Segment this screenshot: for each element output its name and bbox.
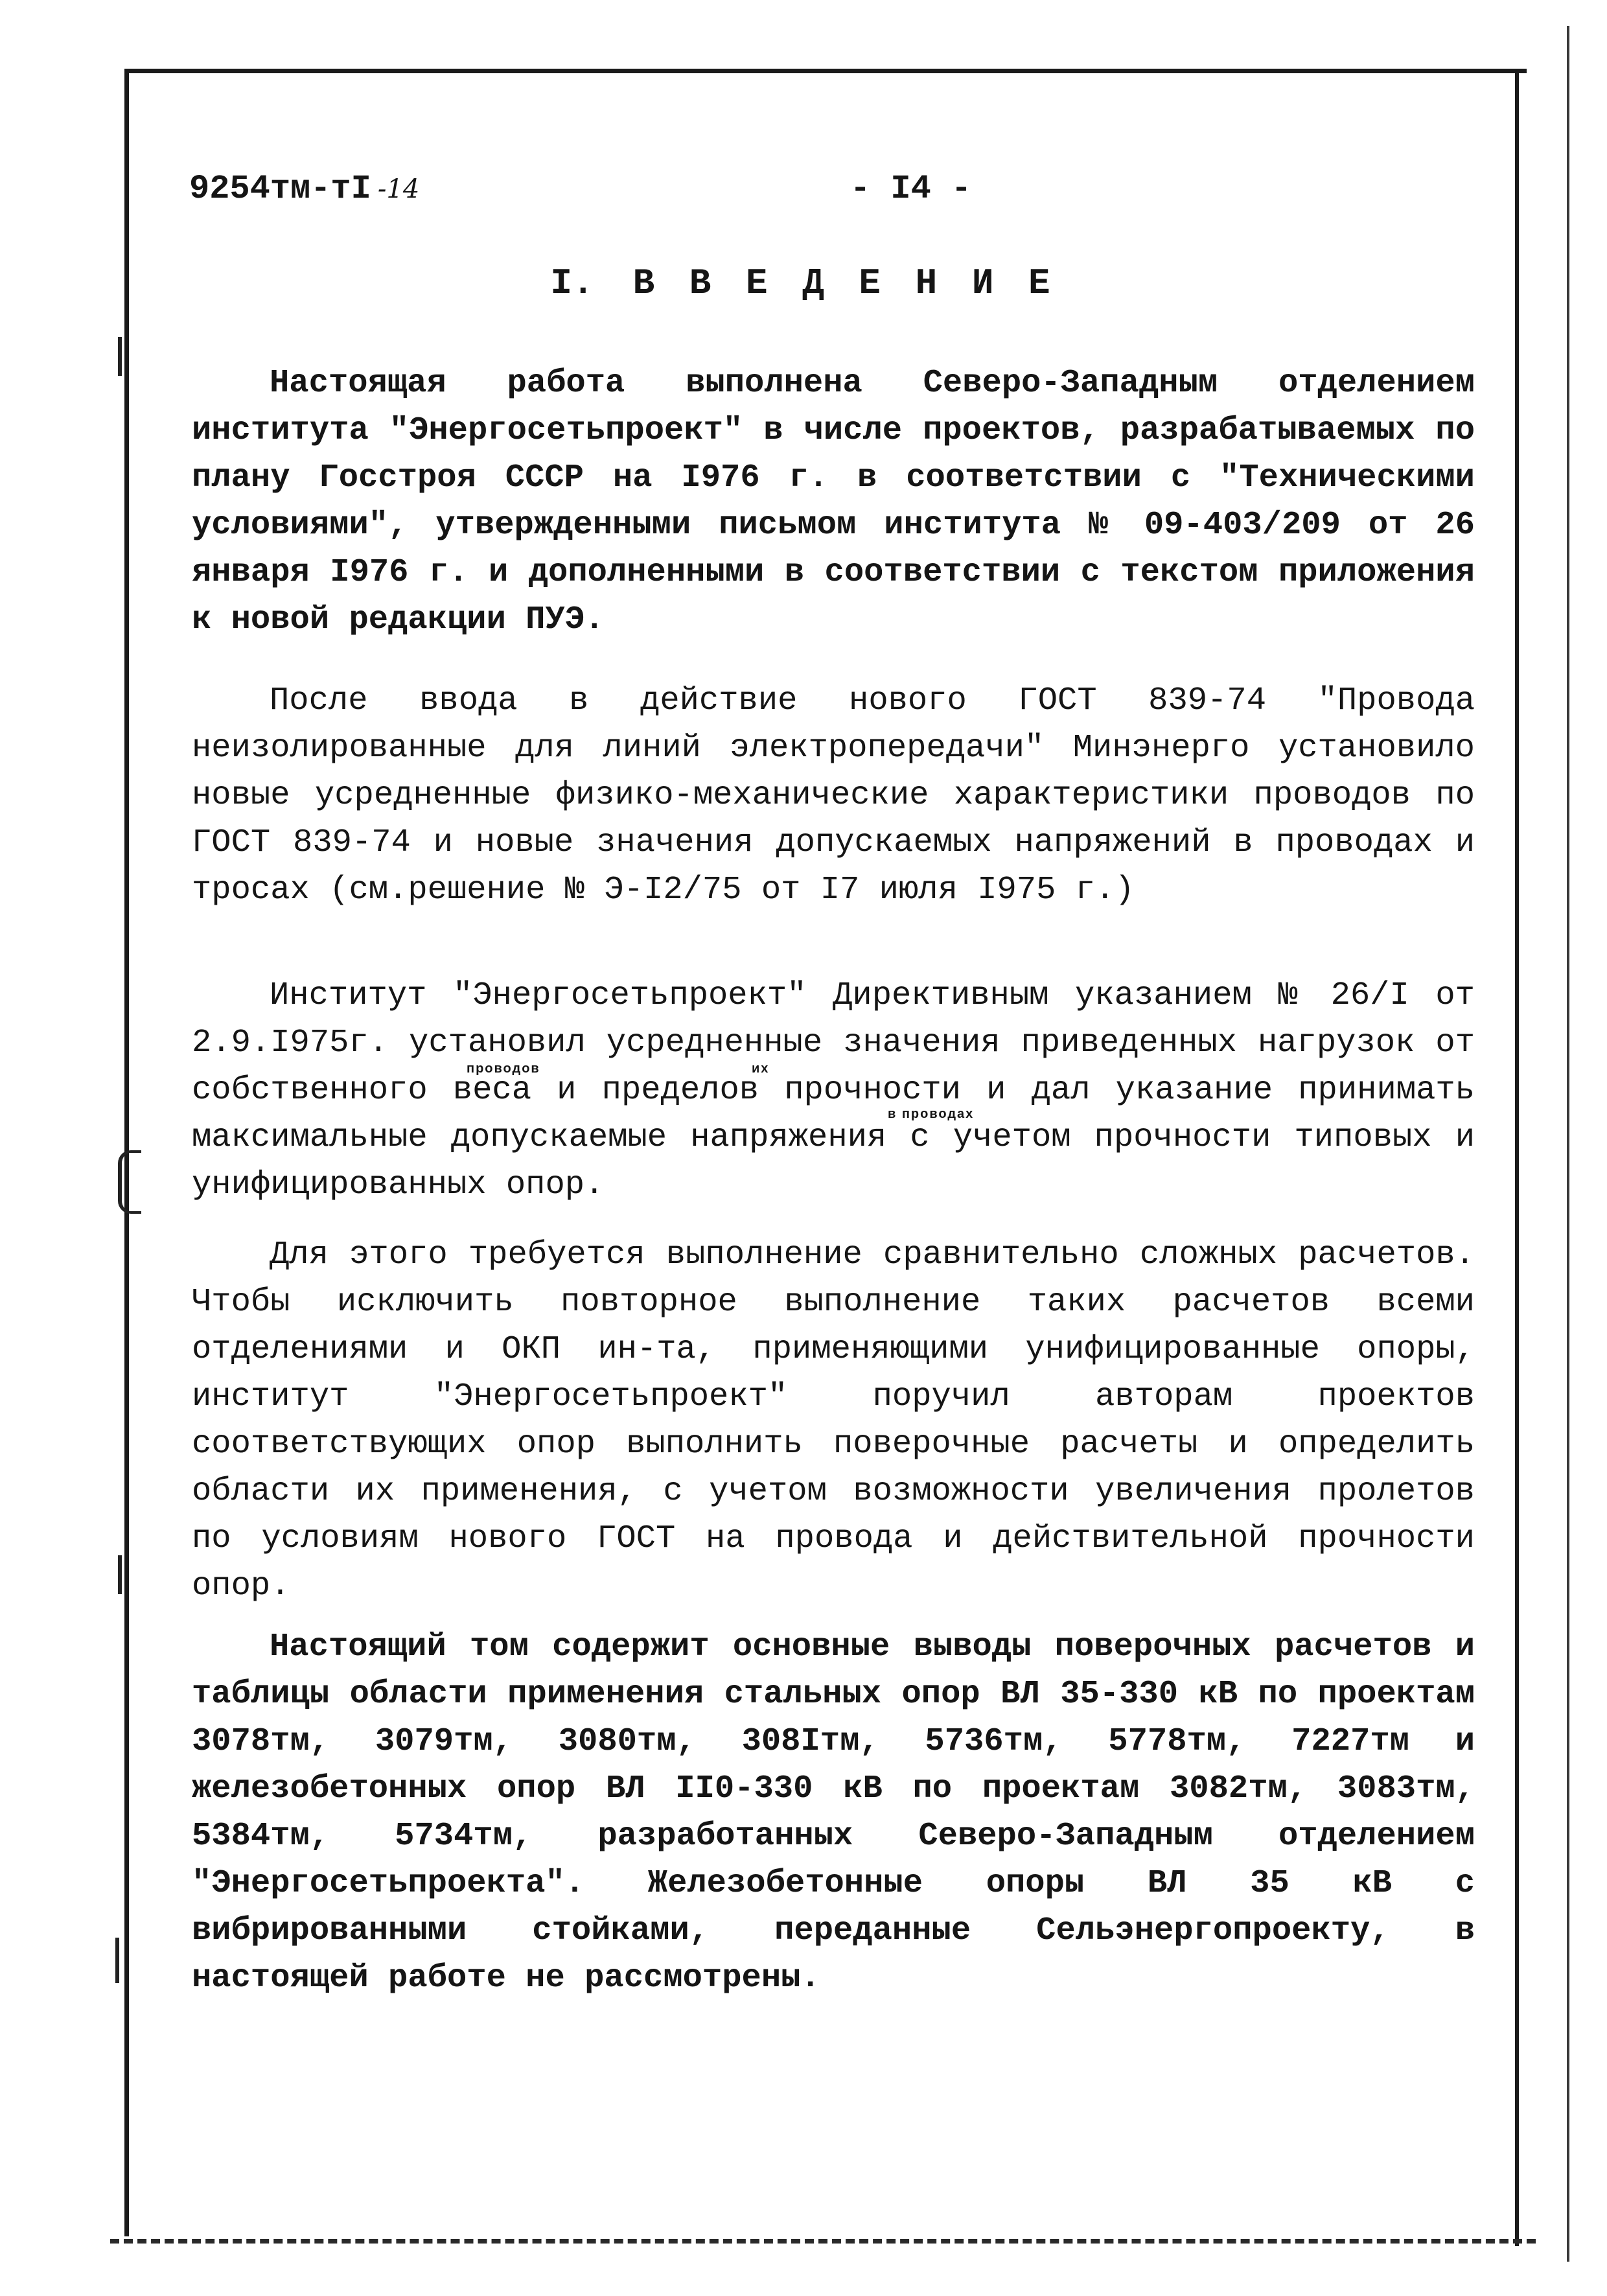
margin-tick — [115, 1938, 119, 1983]
margin-tick — [118, 337, 122, 376]
frame-top-border — [127, 69, 1527, 73]
paragraph-1: Настоящая работа выполнена Северо-Западным отделением института "Энергосетьпроект" в числе проектов, разрабатываемых по плану Госстроя СССР на I976 г. в соответствии с "Техническими условиями", утвержденными письмом института № 09-403/209 от 26 января I976 г. и дополненными в соответствии с текстом приложения к новой редакции ПУЭ. — [192, 365, 1495, 638]
insertion-note-ikh: их — [752, 1061, 770, 1076]
margin-bracket-mark — [118, 1150, 141, 1214]
frame-bottom-border — [110, 2239, 1536, 2244]
paragraph-2: После ввода в действие нового ГОСТ 839-74 "Провода неизолированные для линий электропередачи" Минэнерго установило новые усредненные физико-механические характеристики проводов по ГОСТ 839-74 и новые значения допускаемых напряжений в проводах и тросах (см.решение № Э-I2/75 от I7 июля I975 г.) — [192, 682, 1495, 909]
insertion-note-v-provodakh: в проводах — [888, 1107, 975, 1121]
document-code-text: 9254тм-тI — [189, 170, 371, 208]
handwritten-page-note: -14 — [377, 174, 420, 204]
paragraph-3: Институт "Энергосетьпроект" Директивным указанием № 26/I от 2.9.I975г. установил усредненные значения приведенных нагрузок от собственного веса и пределов прочности и дал указание принимать максимальные допускаемые напряжения с учетом прочности типовых и унифицированных опор. — [192, 977, 1495, 1203]
page-header — [189, 170, 1485, 215]
section-number: I. — [550, 262, 594, 304]
section-title-text: В В Е Д Е Н И Е — [632, 262, 1057, 304]
paragraph-4: Для этого требуется выполнение сравнительно сложных расчетов. Чтобы исключить повторное выполнение таких расчетов всеми отделениями и ОКП ин-та, применяющими унифицированные опоры, институт "Энергосетьпроект" поручил авторам проектов соответствующих опор выполнить поверочные расчеты и определить области их применения, с учетом возможности увеличения пролетов по условиям нового ГОСТ на провода и действительной прочности опор. — [192, 1236, 1495, 1605]
page-number: - I4 - — [850, 170, 972, 208]
frame-outer-right-border — [1567, 26, 1569, 2262]
paragraph-5: Настоящий том содержит основные выводы поверочных расчетов и таблицы области применения стальных опор ВЛ 35-330 кВ по проектам 3078тм, 3079тм, 3080тм, 308Iтм, 5736тм, 5778тм, 7227тм и железобетонных опор ВЛ II0-330 кВ по проектам 3082тм, 3083тм, 5384тм, 5734тм, разработанных Северо-Западным отделением "Энергосетьпроекта". Железобетонные опоры ВЛ 35 кВ с вибрированными стойками, переданные Сельэнергопроекту, в настоящей работе не рассмотрены. — [192, 1629, 1495, 1997]
insertion-note-provodov: проводов — [467, 1061, 540, 1076]
frame-right-border — [1515, 69, 1519, 2246]
margin-tick — [118, 1555, 122, 1594]
document-code — [189, 170, 419, 208]
section-title — [0, 262, 1607, 304]
